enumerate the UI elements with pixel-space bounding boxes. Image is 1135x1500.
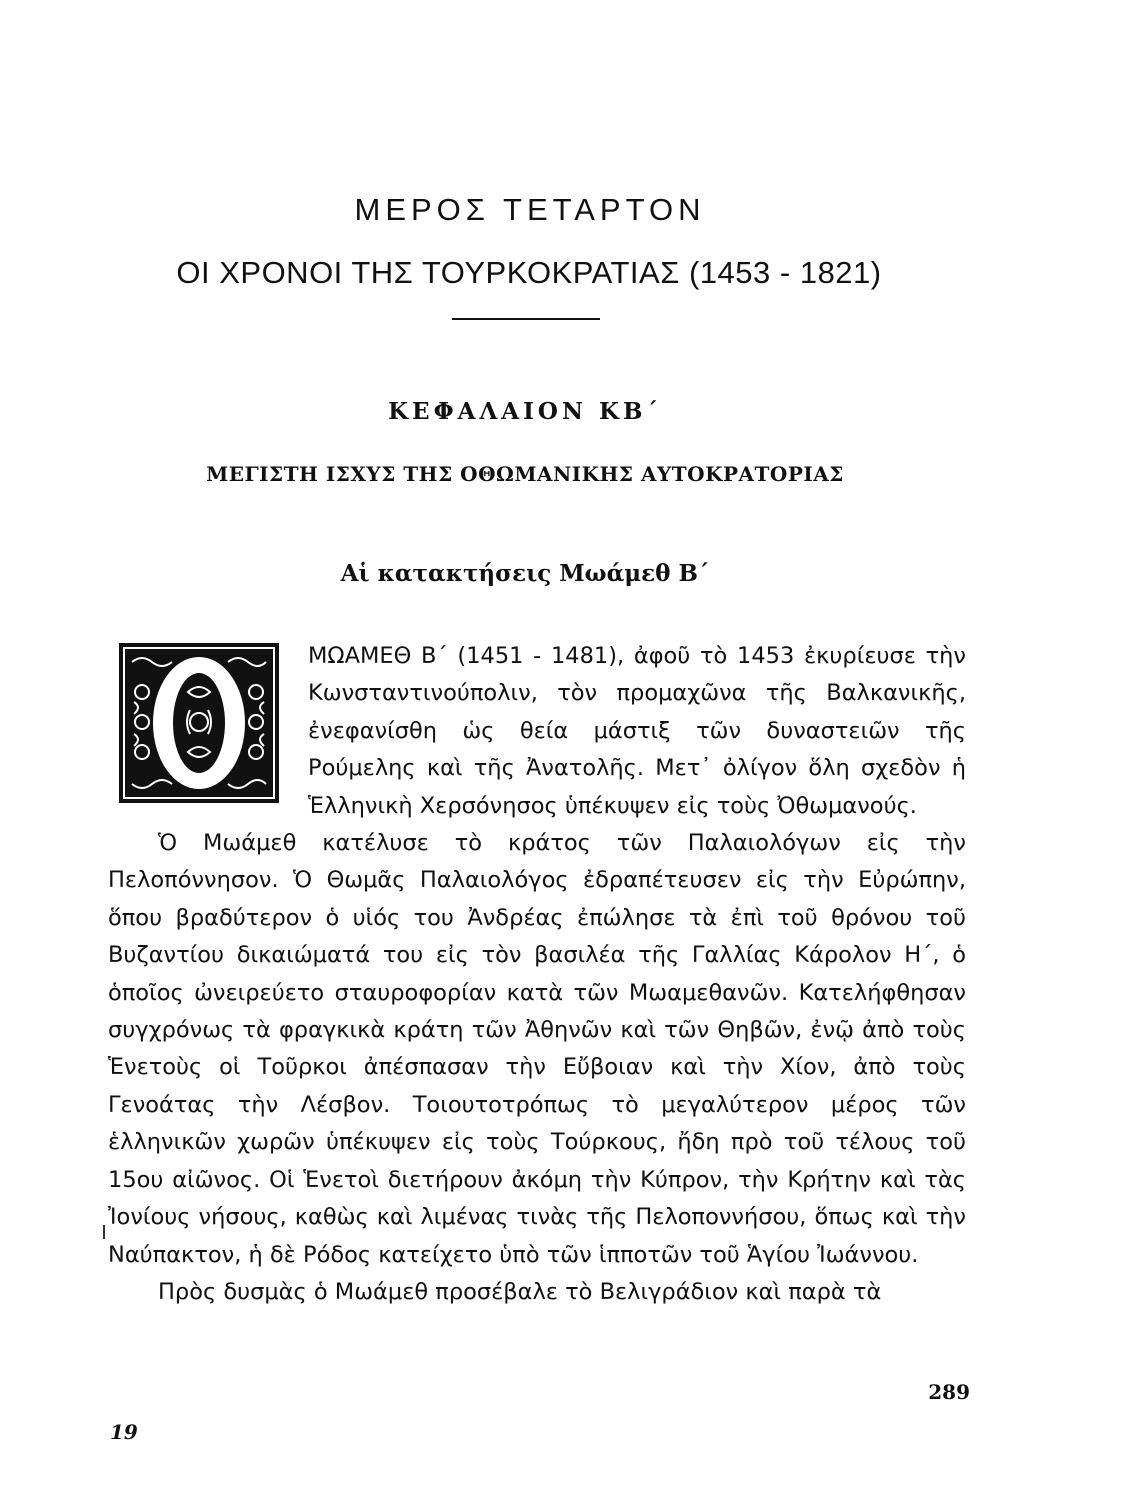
page-number: 289	[928, 1380, 970, 1404]
part-title: ΜΕΡΟΣ ΤΕΤΑΡΤΟΝ	[354, 192, 706, 227]
margin-mark	[103, 1225, 105, 1239]
chapter-title: ΜΕΓΙΣΤΗ ΙΣΧΥΣ ΤΗΣ ΟΘΩΜΑΝΙΚΗΣ ΑΥΤΟΚΡΑΤΟΡΙΑΣ	[206, 462, 844, 486]
title-rule	[452, 318, 600, 320]
paragraph-1: ΜΩΑΜΕΘ Β΄ (1451 - 1481), ἀφοῦ τὸ 1453 ἐκυρίευσε τὴν Κωνσταντινούπολιν, τὸν προμαχῶνα τῆς Βαλκανικῆς, ἐνεφανίσθη ὡς θεία μάστιξ τῶν δυναστειῶν τῆς Ρούμελης καὶ τῆς Ἀνατολῆς. Μετ᾽ ὀλίγον ὅλη σχεδὸν ἡ Ἑλληνικὴ Χερσόνησος ὑπέκυψεν εἰς τοὺς Ὀθωμανούς.	[308, 643, 966, 819]
section-title: Αἱ κατακτήσεις Μωάμεθ Β΄	[340, 560, 710, 587]
body-text	[108, 638, 966, 1311]
chapter-label: ΚΕΦΑΛΑΙΟΝ ΚΒ΄	[388, 398, 662, 425]
paragraph-2: Ὁ Μωάμεθ κατέλυσε τὸ κράτος τῶν Παλαιολόγων εἰς τὴν Πελοπόννησον. Ὁ Θωμᾶς Παλαιολόγος ἐδραπέτευσεν εἰς τὴν Εὐρώπην, ὅπου βραδύτερον ὁ υἱός του Ἀνδρέας ἐπώλησε τὰ ἐπὶ τοῦ θρόνου τοῦ Βυζαντίου δικαιώματά του εἰς τὸν βασιλέα τῆς Γαλλίας Κάρολον Η΄, ὁ ὁποῖος ὠνειρεύετο σταυροφορίαν κατὰ τῶν Μωαμεθανῶν. Κατελήφθησαν συγχρόνως τὰ φραγκικὰ κράτη τῶν Ἀθηνῶν καὶ τῶν Θηβῶν, ἐνῷ ἀπὸ τοὺς Ἑνετοὺς οἱ Τοῦρκοι ἀπέσπασαν τὴν Εὔβοιαν καὶ τὴν Χίον, ἀπὸ τοὺς Γενοάτας τὴν Λέσβον. Τοιουτοτρόπως τὸ μεγαλύτερον μέρος τῶν ἑλληνικῶν χωρῶν ὑπέκυψεν εἰς τοὺς Τούρκους, ἤδη πρὸ τοῦ τέλους τοῦ 15ου αἰῶνος. Οἱ Ἑνετοὶ διετήρουν ἀκόμη τὴν Κύπρον, τὴν Κρήτην καὶ τὰς Ἰονίους νήσους, καθὼς καὶ λιμένας τινὰς τῆς Πελοποννήσου, ὅπως καὶ τὴν Ναύπακτον, ἡ δὲ Ρόδος κατείχετο ὑπὸ τῶν ἱπποτῶν τοῦ Ἁγίου Ἰωάννου.	[108, 830, 966, 1268]
paragraph-3: Πρὸς δυσμὰς ὁ Μωάμεθ προσέβαλε τὸ Βελιγράδιον καὶ παρὰ τὰ	[158, 1278, 882, 1305]
era-title: ΟΙ ΧΡΟΝΟΙ ΤΗΣ ΤΟΥΡΚΟΚΡΑΤΙΑΣ (1453 - 1821)	[176, 255, 882, 290]
signature-mark: 19	[110, 1420, 138, 1444]
